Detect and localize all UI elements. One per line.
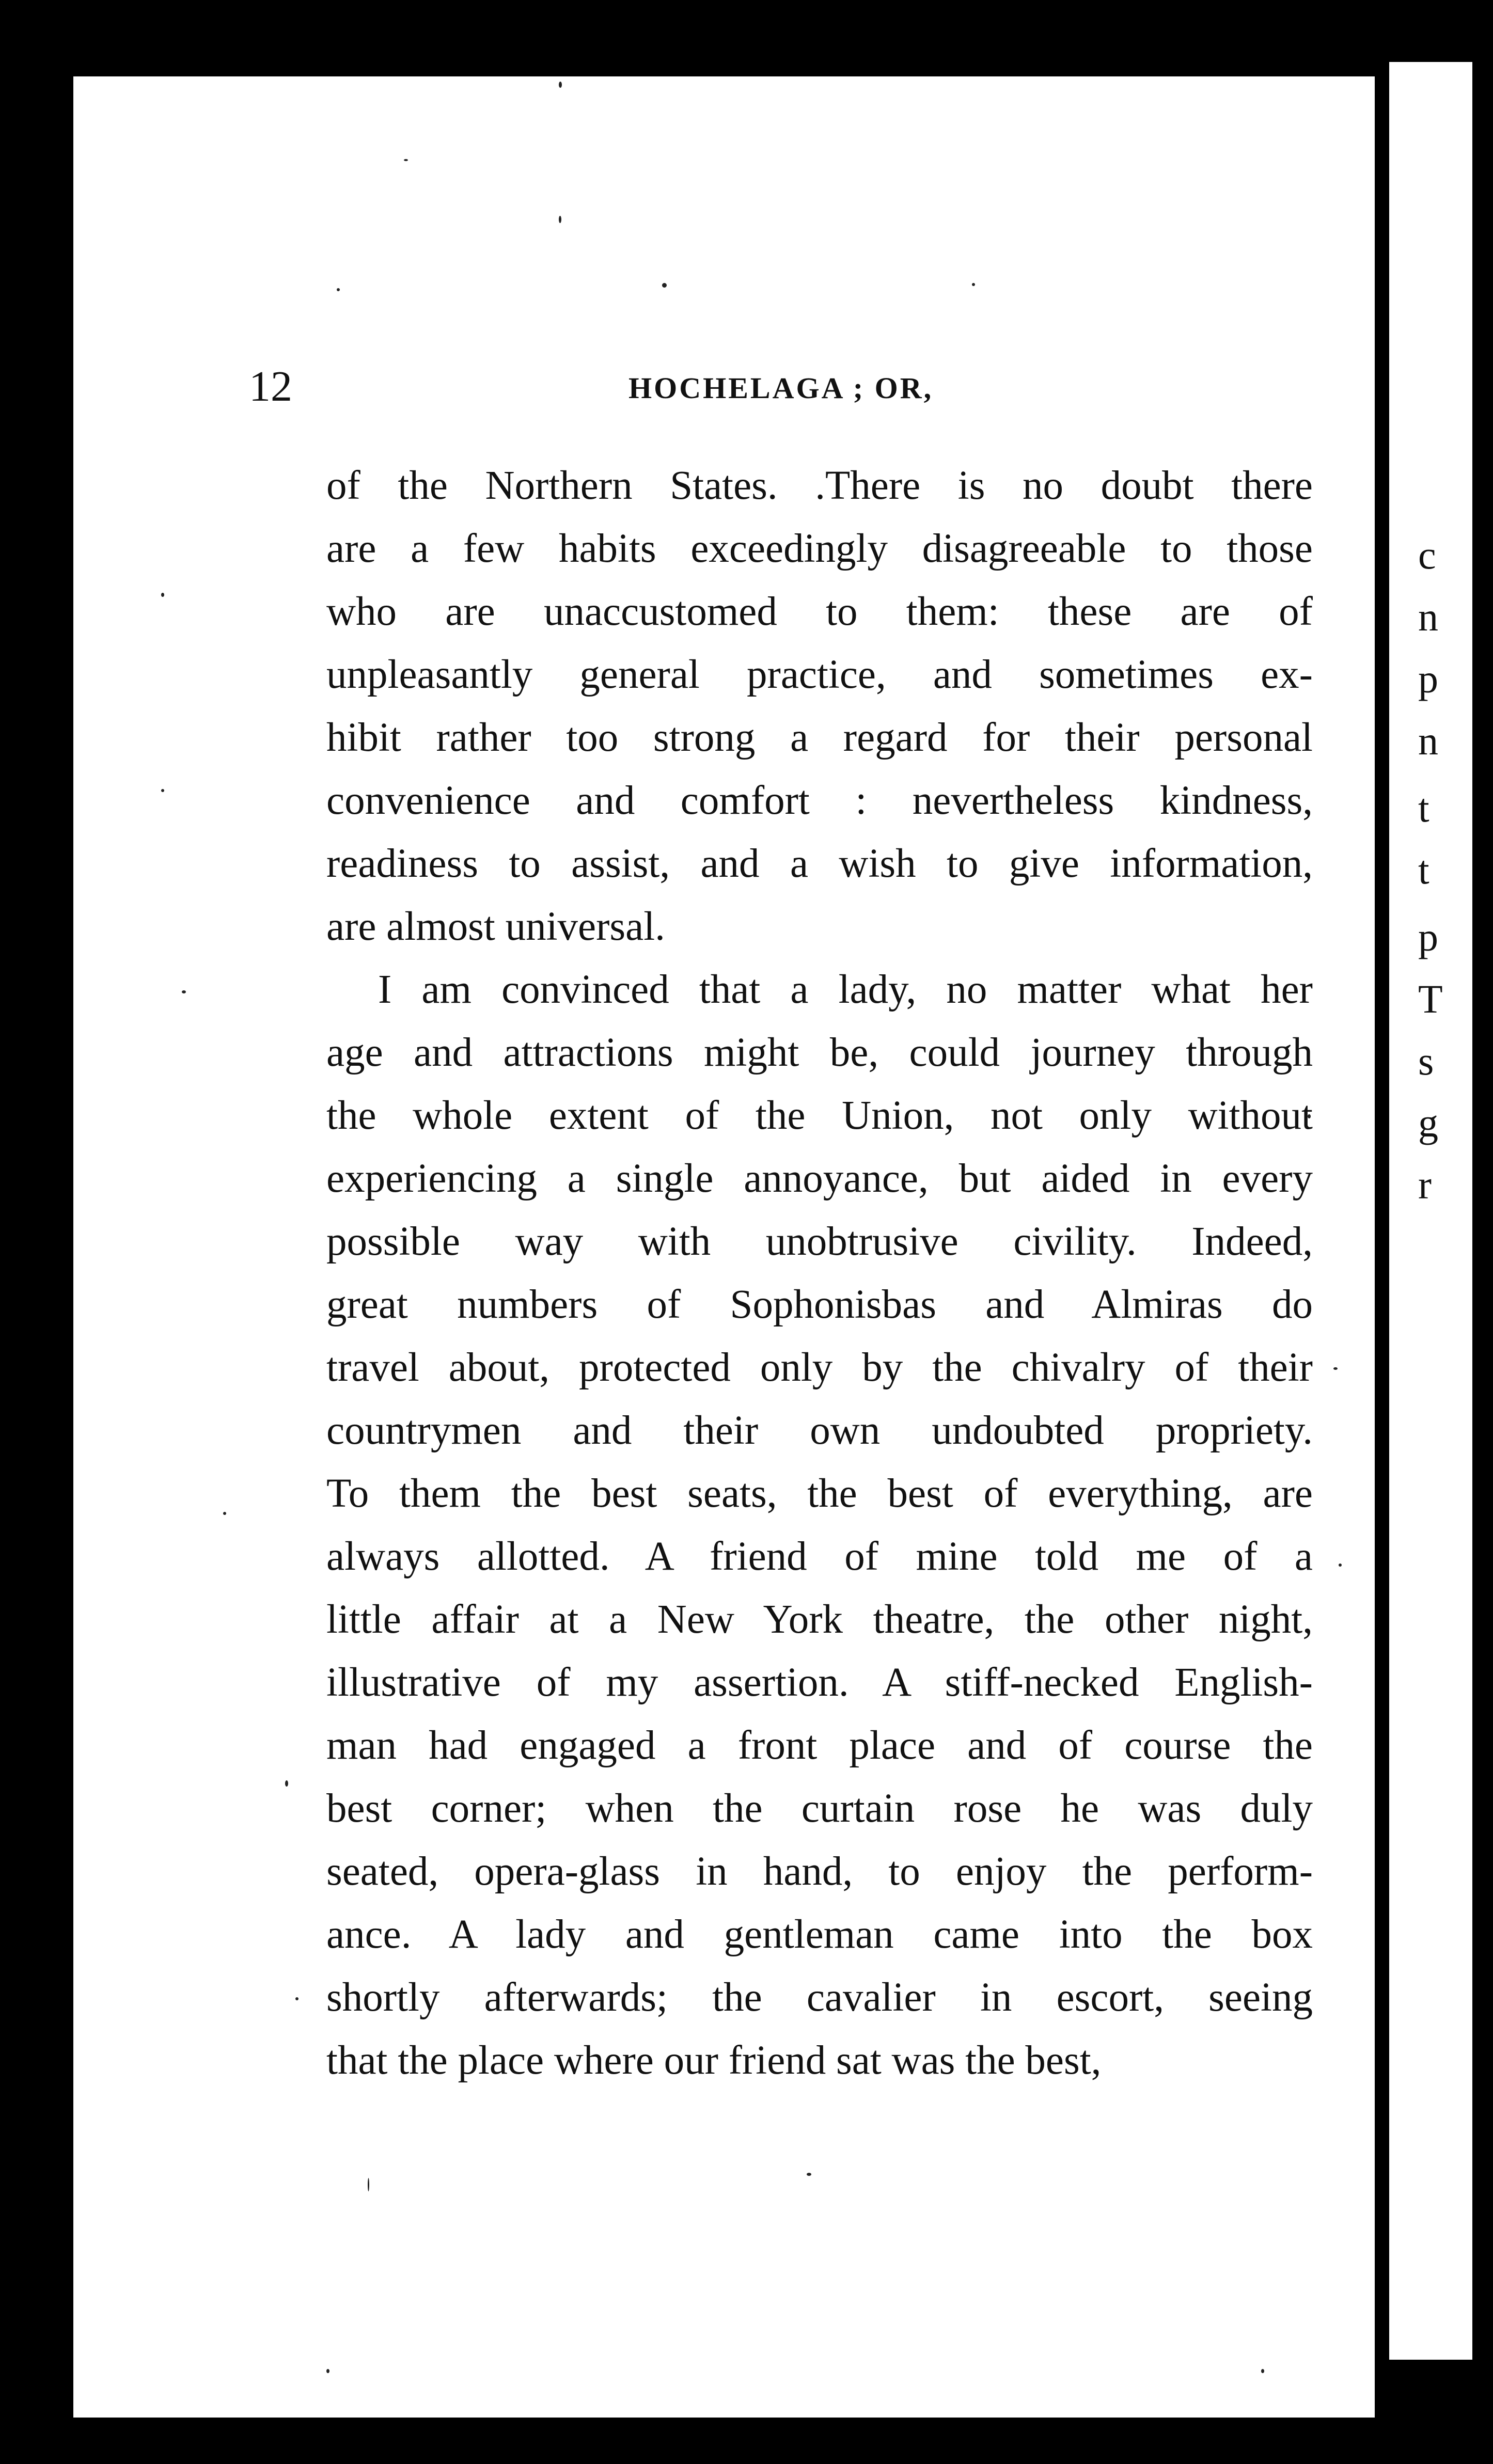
adjacent-page-letter: p bbox=[1418, 914, 1438, 959]
text-line: seated, opera-glass in hand, to enjoy the perform- bbox=[326, 1849, 1313, 1894]
text-line: illustrative of my assertion. A stiff-necked English- bbox=[326, 1660, 1313, 1705]
scan-speck bbox=[285, 1780, 288, 1787]
text-line: unpleasantly general practice, and sometimes ex- bbox=[326, 652, 1313, 697]
text-line: possible way with unobtrusive civility. Indeed, bbox=[326, 1219, 1313, 1264]
body-text bbox=[326, 454, 1313, 2092]
running-head bbox=[249, 361, 1313, 418]
scan-speck bbox=[972, 283, 975, 286]
text-line: ance. A lady and gentleman came into the box bbox=[326, 1912, 1313, 1957]
text-line: best corner; when the curtain rose he was duly bbox=[326, 1786, 1313, 1831]
text-line: that the place where our friend sat was the best, bbox=[326, 2038, 1102, 2083]
adjacent-page-letter: p bbox=[1418, 656, 1438, 701]
adjacent-page-letter: c bbox=[1418, 532, 1436, 577]
scan-speck bbox=[161, 593, 164, 597]
scan-speck bbox=[337, 288, 340, 291]
scan-speck bbox=[326, 2369, 329, 2373]
text-line: man had engaged a front place and of course the bbox=[326, 1723, 1313, 1768]
text-line: shortly afterwards; the cavalier in escort, seeing bbox=[326, 1975, 1313, 2020]
text-line: the whole extent of the Union, not only without bbox=[326, 1093, 1313, 1138]
scan-speck bbox=[807, 2173, 811, 2176]
text-line: great numbers of Sophonisbas and Almiras do bbox=[326, 1282, 1313, 1327]
text-line: always allotted. A friend of mine told me of a bbox=[326, 1534, 1313, 1579]
adjacent-page-letter: n bbox=[1418, 718, 1438, 763]
text-line: little affair at a New York theatre, the other night, bbox=[326, 1597, 1313, 1642]
scan-speck bbox=[559, 82, 562, 88]
text-line: I am convinced that a lady, no matter what her bbox=[378, 967, 1313, 1012]
running-title: HOCHELAGA ; OR, bbox=[628, 371, 934, 405]
adjacent-page-letter: n bbox=[1418, 594, 1438, 639]
text-line: of the Northern States. .There is no doubt there bbox=[326, 463, 1313, 508]
scan-speck bbox=[295, 1997, 298, 2000]
scan-speck bbox=[182, 990, 186, 993]
scan-speck bbox=[368, 2178, 369, 2191]
adjacent-page-letter: r bbox=[1418, 1162, 1432, 1207]
adjacent-page-letter: t bbox=[1418, 785, 1429, 830]
text-line: who are unaccustomed to them: these are of bbox=[326, 589, 1313, 634]
text-line: travel about, protected only by the chivalry of their bbox=[326, 1345, 1313, 1390]
text-line: are a few habits exceedingly disagreeable to those bbox=[326, 526, 1313, 571]
paragraph bbox=[326, 454, 1313, 958]
scan-speck bbox=[404, 159, 408, 161]
adjacent-page-letter: g bbox=[1418, 1100, 1438, 1145]
scan-speck bbox=[559, 216, 561, 223]
scan-speck bbox=[223, 1512, 226, 1515]
text-line: hibit rather too strong a regard for their personal bbox=[326, 715, 1313, 760]
scan-speck bbox=[662, 283, 667, 288]
scan-speck bbox=[1339, 1563, 1342, 1567]
text-line: countrymen and their own undoubted propriety. bbox=[326, 1408, 1313, 1453]
scan-speck bbox=[1261, 2369, 1264, 2373]
text-line: experiencing a single annoyance, but aided in every bbox=[326, 1156, 1313, 1201]
adjacent-page-letter: T bbox=[1418, 976, 1443, 1021]
scan-speck bbox=[161, 789, 164, 792]
adjacent-page-letter: s bbox=[1418, 1038, 1434, 1083]
page-gutter-shadow bbox=[1472, 62, 1493, 2360]
text-line: are almost universal. bbox=[326, 904, 665, 949]
paragraph bbox=[326, 958, 1313, 2092]
page-number: 12 bbox=[249, 362, 292, 410]
text-line: readiness to assist, and a wish to give information, bbox=[326, 841, 1313, 886]
adjacent-page-letter: t bbox=[1418, 847, 1429, 892]
text-line: convenience and comfort : nevertheless kindness, bbox=[326, 778, 1313, 823]
text-line: To them the best seats, the best of everything, are bbox=[326, 1471, 1313, 1516]
scan-speck bbox=[1333, 1367, 1338, 1370]
adjacent-page-edge bbox=[1389, 62, 1493, 2360]
text-line: age and attractions might be, could journey through bbox=[326, 1030, 1313, 1075]
